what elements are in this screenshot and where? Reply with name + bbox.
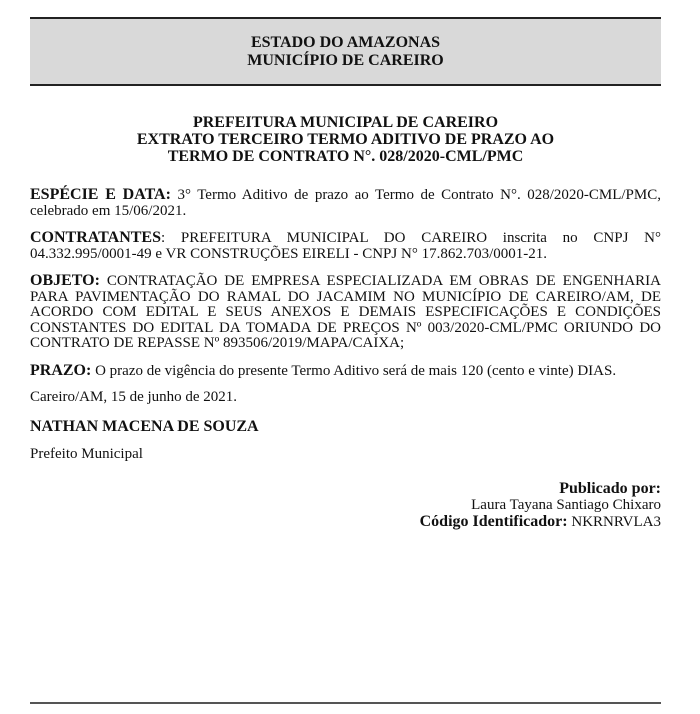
header-state: ESTADO DO AMAZONAS	[250, 33, 441, 51]
especie-paragraph	[30, 187, 661, 219]
published-by-label: Publicado por:	[559, 479, 661, 497]
prazo-label: PRAZO:	[30, 361, 92, 379]
title-line-1: PREFEITURA MUNICIPAL DE CAREIRO	[192, 114, 499, 131]
publication-extract	[30, 17, 661, 530]
document-title	[30, 114, 661, 165]
signer-role: Prefeito Municipal	[30, 446, 143, 462]
place-date: Careiro/AM, 15 de junho de 2021.	[30, 389, 238, 405]
signer-name: NATHAN MACENA DE SOUZA	[30, 417, 259, 435]
objeto-label: OBJETO:	[30, 272, 100, 289]
prazo-text: O prazo de vigência do presente Termo Aditivo será de mais 120 (cento e vinte) DIAS.	[91, 362, 617, 379]
contratantes-paragraph	[30, 230, 661, 262]
especie-label: ESPÉCIE E DATA:	[30, 186, 171, 203]
identifier-line	[30, 514, 661, 531]
publisher-name: Laura Tayana Santiago Chixaro	[471, 497, 661, 513]
especie-text: 3° Termo Aditivo de prazo ao Termo de Contrato N°. 028/2020-CML/PMC, celebrado em 15/06/2021.	[30, 187, 661, 219]
objeto-paragraph	[30, 273, 661, 352]
contratantes-label: CONTRATANTES	[30, 229, 161, 246]
document-body	[30, 187, 661, 530]
objeto-text: CONTRATAÇÃO DE EMPRESA ESPECIALIZADA EM OBRAS DE ENGENHARIA PARA PAVIMENTAÇÃO DO RAMAL DO JACAMIM NO MUNICÍPIO DE CAREIRO/AM, DE ACORDO COM EDITAL E SEUS ANEXOS E DEMAIS ESPECIFICAÇÕES E CONDIÇÕES CONSTANTES DO EDITAL DA TOMADA DE PREÇOS Nº 003/2020-CML/PMC ORIUNDO DO CONTRATO DE REPASSE Nº 893506/2019/MAPA/CAIXA;	[30, 273, 661, 351]
title-line-3: TERMO DE CONTRATO N°. 028/2020-CML/PMC	[167, 148, 524, 165]
title-line-2: EXTRATO TERCEIRO TERMO ADITIVO DE PRAZO AO	[136, 131, 555, 148]
identifier-label: Código Identificador:	[419, 512, 568, 530]
header-banner	[30, 17, 661, 86]
header-municipality: MUNICÍPIO DE CAREIRO	[247, 51, 444, 69]
bottom-divider	[30, 702, 661, 704]
identifier-value: NKRNRVLA3	[567, 513, 661, 530]
contratantes-text: : PREFEITURA MUNICIPAL DO CAREIRO inscrita no CNPJ N° 04.332.995/0001-49 e VR CONSTRUÇÕES EIRELI - CNPJ N° 17.862.703/0001-21.	[30, 230, 661, 262]
publication-info	[30, 481, 661, 531]
prazo-paragraph	[30, 363, 661, 380]
